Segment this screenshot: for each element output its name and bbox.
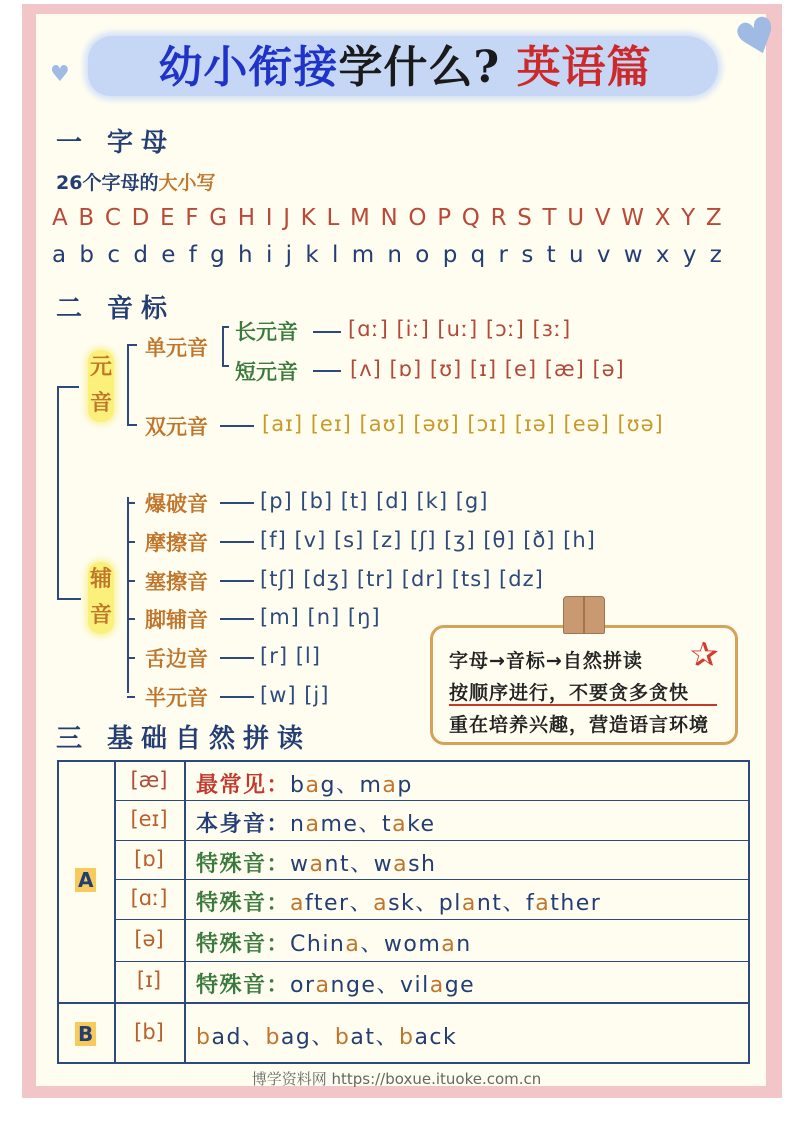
uppercase-alphabet <box>52 205 722 231</box>
lowercase-letter: d <box>133 242 148 268</box>
lowercase-letter: y <box>682 242 697 268</box>
diphthong-label: 双元音 <box>145 415 208 439</box>
lowercase-alphabet <box>52 242 722 268</box>
letter-b-badge: B <box>75 1022 96 1046</box>
lowercase-letter: v <box>596 242 611 268</box>
lowercase-letter: w <box>623 242 643 268</box>
section-header-phonetics: 二 音标 <box>56 288 175 325</box>
uppercase-letter: R <box>490 205 507 231</box>
connector-dash <box>313 331 341 333</box>
lowercase-letter: k <box>305 242 319 268</box>
uppercase-letter: O <box>408 205 427 231</box>
lowercase-letter: j <box>285 242 293 268</box>
highlighted-letter: a <box>373 891 389 916</box>
ipa-cell: [eɪ] <box>130 807 168 831</box>
lowercase-letter: g <box>210 242 225 268</box>
tree-line <box>127 618 135 620</box>
tree-line <box>127 541 135 543</box>
title-part-black: 学什么? <box>338 42 501 93</box>
tape-icon <box>563 596 605 634</box>
table-row <box>114 841 750 880</box>
highlighted-letter: a <box>382 772 398 798</box>
uppercase-letter: T <box>542 205 557 231</box>
consonant-symbols: [p] [b] [t] [d] [k] [g] <box>260 489 489 513</box>
lowercase-letter: l <box>331 242 339 268</box>
sound-type-label: 特殊音： <box>196 851 291 877</box>
lowercase-letter: q <box>470 242 486 268</box>
consonant-type-label: 摩擦音 <box>145 530 208 555</box>
tree-line <box>127 344 129 426</box>
star-icon: ✰ <box>690 635 719 675</box>
lowercase-letter: x <box>655 242 670 268</box>
connector-dash <box>220 618 254 620</box>
highlighted-letter: b <box>334 1025 351 1050</box>
uppercase-letter: Y <box>681 205 696 231</box>
tree-line <box>57 386 79 388</box>
highlighted-letter: a <box>461 891 477 916</box>
ipa-cell: [æ] <box>130 767 168 792</box>
table-row <box>114 880 750 920</box>
uppercase-letter: D <box>131 205 150 231</box>
uppercase-letter: H <box>237 205 256 231</box>
ipa-cell: [b] <box>134 1020 164 1044</box>
lowercase-letter: b <box>79 242 95 268</box>
note-underline <box>449 704 717 706</box>
example-words-cell: 本身音：name、take <box>196 812 436 837</box>
lowercase-letter: s <box>521 242 534 268</box>
highlighted-letter: a <box>315 973 331 998</box>
uppercase-letter: N <box>380 205 398 231</box>
uppercase-letter: V <box>594 205 611 231</box>
lowercase-letter: m <box>351 242 375 268</box>
tree-line <box>57 386 59 600</box>
ipa-cell: [ə] <box>134 927 164 951</box>
lowercase-letter: i <box>265 242 273 268</box>
connector-dash <box>220 580 254 582</box>
note-line-3: 重在培养兴趣，营造语言环境 <box>449 714 710 736</box>
connector-dash <box>220 425 254 427</box>
tree-line <box>222 365 229 367</box>
uppercase-letter: S <box>517 205 532 231</box>
lowercase-letter: u <box>568 242 584 268</box>
diphthong-symbols: [aɪ] [eɪ] [aʊ] [əʊ] [ɔɪ] [ɪə] [eə] [ʊə] <box>262 412 664 436</box>
consonant-type-label: 塞擦音 <box>145 569 208 594</box>
consonants-label: 辅 音 <box>88 562 114 634</box>
tree-line <box>127 424 137 426</box>
uppercase-letter: F <box>185 205 199 231</box>
table-row <box>114 1004 750 1062</box>
highlighted-letter: a <box>305 812 321 837</box>
highlighted-letter: a <box>345 932 361 957</box>
tree-line <box>222 326 229 328</box>
consonant-type-label: 脚辅音 <box>145 608 208 633</box>
lowercase-letter: n <box>387 242 402 268</box>
consonant-type-label: 半元音 <box>145 686 208 710</box>
highlighted-letter: a <box>535 891 551 916</box>
long-vowel-symbols: [ɑː] [iː] [uː] [ɔː] [ɜː] <box>348 317 572 341</box>
heart-icon: ♥ <box>50 62 70 87</box>
highlighted-letter: a <box>290 891 305 916</box>
uppercase-letter: B <box>78 205 95 231</box>
connector-dash <box>220 541 254 543</box>
example-words-cell: 最常见：bag、map <box>196 772 413 798</box>
tree-line <box>127 580 135 582</box>
uppercase-letter: M <box>349 205 370 231</box>
example-words-cell: bad、bag、bat、back <box>196 1025 458 1050</box>
ipa-cell: [ɪ] <box>136 968 162 992</box>
uppercase-letter: G <box>209 205 228 231</box>
example-words-cell: 特殊音：want、wash <box>196 851 437 877</box>
uppercase-letter: Z <box>705 205 722 231</box>
connector-dash <box>220 502 254 504</box>
footer-watermark: 博学资料网 https://boxue.ituoke.com.cn <box>251 1070 542 1088</box>
tree-line <box>127 502 135 504</box>
consonant-symbols: [tʃ] [dʒ] [tr] [dr] [ts] [dz] <box>260 566 544 591</box>
connector-dash <box>220 657 254 659</box>
uppercase-letter: X <box>654 205 671 231</box>
sound-type-label: 本身音： <box>196 812 291 837</box>
ipa-cell: [ɑː] <box>130 886 168 910</box>
tree-line <box>127 696 135 698</box>
tree-line <box>222 326 224 366</box>
note-line-2: 按顺序进行，不要贪多贪快 <box>449 682 690 704</box>
tree-line <box>127 344 137 346</box>
tree-line <box>127 657 135 659</box>
uppercase-letter: I <box>265 205 273 231</box>
highlighted-letter: a <box>392 812 408 837</box>
note-line-1: 字母→音标→自然拼读 <box>449 650 643 672</box>
example-words-cell: 特殊音：orange、vilage <box>196 973 476 998</box>
highlighted-letter: a <box>429 973 445 998</box>
uppercase-letter: P <box>437 205 452 231</box>
table-row <box>114 920 750 962</box>
short-vowel-symbols: [ʌ] [ɒ] [ʊ] [ɪ] [e] [æ] [ə] <box>350 357 625 381</box>
lowercase-letter: p <box>442 242 458 268</box>
highlighted-letter: b <box>196 1025 212 1050</box>
connector-dash <box>313 370 341 372</box>
lowercase-letter: f <box>188 242 197 268</box>
lowercase-letter: h <box>238 242 253 268</box>
monophthong-label: 单元音 <box>145 336 208 360</box>
uppercase-letter: L <box>326 205 340 231</box>
sound-type-label: 特殊音： <box>196 932 291 957</box>
consonant-type-label: 舌边音 <box>145 647 208 672</box>
lowercase-letter: c <box>107 242 120 268</box>
uppercase-letter: J <box>283 205 290 231</box>
consonant-symbols: [f] [v] [s] [z] [ʃ] [ʒ] [θ] [ð] [h] <box>260 527 596 552</box>
page-title <box>100 38 710 98</box>
table-row <box>114 962 750 1002</box>
table-row <box>114 762 750 801</box>
lowercase-letter: e <box>161 242 176 268</box>
highlighted-letter: a <box>309 851 325 877</box>
uppercase-letter: Q <box>461 205 480 231</box>
highlighted-letter: b <box>265 1025 281 1050</box>
highlighted-letter: b <box>398 1025 415 1050</box>
lowercase-letter: r <box>498 242 508 268</box>
connector-dash <box>220 696 254 698</box>
uppercase-letter: A <box>52 205 68 231</box>
table-row <box>114 801 750 841</box>
long-vowel-label: 长元音 <box>235 320 298 344</box>
example-words-cell: 特殊音：China、woman <box>196 932 472 957</box>
lowercase-letter: o <box>415 242 430 268</box>
consonant-symbols: [r] [l] <box>260 644 321 669</box>
uppercase-letter: C <box>104 205 121 231</box>
section-header-letters: 一 字母 <box>56 122 175 159</box>
highlighted-letter: a <box>305 772 321 798</box>
phonics-table <box>57 760 750 1064</box>
lowercase-letter: t <box>546 242 556 268</box>
consonant-symbols: [m] [n] [ŋ] <box>260 605 381 630</box>
consonant-type-label: 爆破音 <box>145 492 208 516</box>
lowercase-letter: a <box>52 242 67 268</box>
title-part-blue: 幼小衔接 <box>158 42 339 93</box>
letter-a-badge: A <box>75 868 96 892</box>
uppercase-letter: K <box>300 205 316 231</box>
uppercase-letter: U <box>567 205 585 231</box>
heart-icon: ♥ <box>727 4 788 72</box>
ipa-cell: [ɒ] <box>134 846 164 871</box>
uppercase-letter: E <box>160 205 175 231</box>
highlighted-letter: a <box>393 851 409 877</box>
short-vowel-label: 短元音 <box>235 360 298 384</box>
lowercase-letter: z <box>709 242 722 268</box>
section-header-phonics: 三 基础自然拼读 <box>56 718 311 755</box>
letters-subtitle: 26个字母的大小写 <box>56 172 216 194</box>
sound-type-label: 特殊音： <box>196 891 291 916</box>
tree-line <box>127 497 129 693</box>
vowels-label: 元 音 <box>88 350 114 422</box>
title-part-red: 英语篇 <box>516 42 652 93</box>
consonant-symbols: [w] [j] <box>260 683 330 707</box>
example-words-cell: 特殊音：after、ask、plant、father <box>196 891 602 916</box>
uppercase-letter: W <box>621 205 644 231</box>
highlighted-letter: a <box>441 932 457 957</box>
sound-type-label: 最常见： <box>196 772 291 798</box>
tree-line <box>57 598 81 600</box>
sound-type-label: 特殊音： <box>196 973 291 998</box>
